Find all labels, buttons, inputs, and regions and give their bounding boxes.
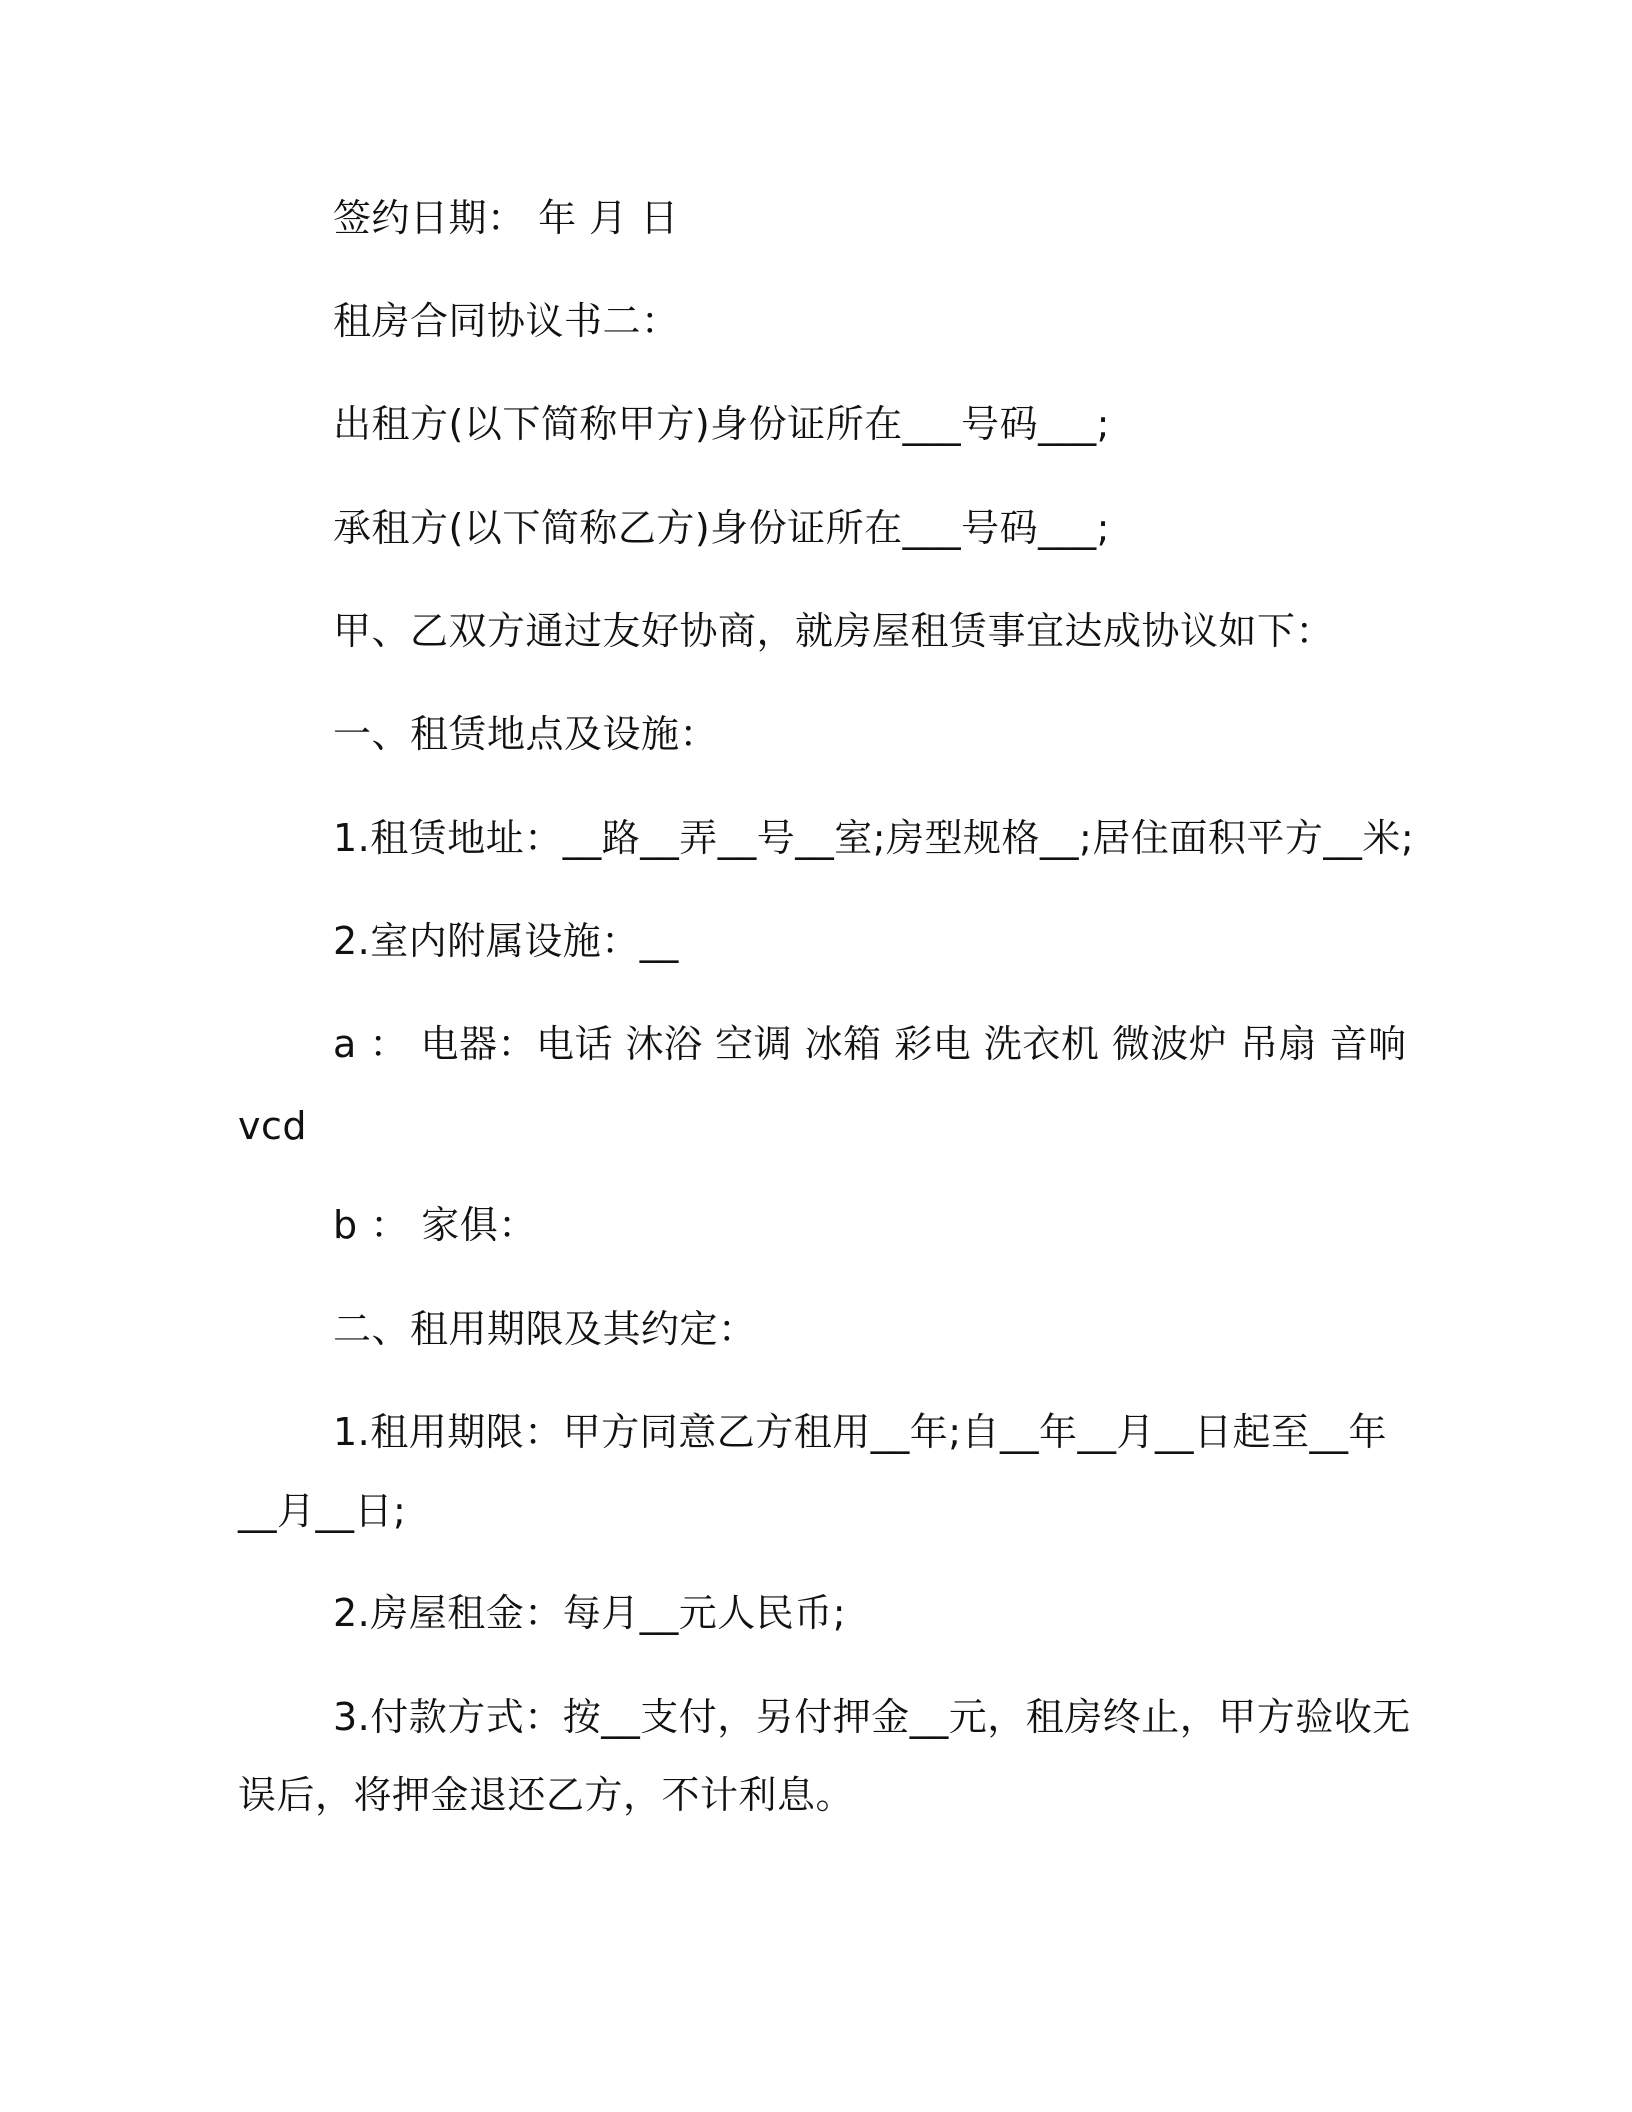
rent-line: 2.房屋租金：每月__元人民币; xyxy=(333,1591,847,1635)
section-one-heading: 一、租赁地点及设施： xyxy=(333,712,719,756)
section-two-heading: 二、租用期限及其约定： xyxy=(333,1307,757,1351)
lease-term-line-continued: __月__日; xyxy=(238,1489,407,1533)
agreement-title-line: 租房合同协议书二： xyxy=(333,299,680,343)
lease-term-line: 1.租用期限：甲方同意乙方租用__年;自__年__月__日起至__年 xyxy=(333,1410,1388,1454)
furniture-line: b ： 家俱： xyxy=(333,1203,537,1247)
rental-address-line: 1.租赁地址：__路__弄__号__室;房型规格__;居住面积平方__米; xyxy=(333,816,1415,860)
lessor-line: 出租方(以下简称甲方)身份证所在___号码___; xyxy=(333,402,1110,446)
appliances-line-continued: vcd xyxy=(238,1104,308,1148)
payment-method-line-continued: 误后，将押金退还乙方，不计利息。 xyxy=(238,1773,855,1817)
payment-method-line: 3.付款方式：按__支付，另付押金__元，租房终止，甲方验收无 xyxy=(333,1695,1411,1739)
lessee-line: 承租方(以下简称乙方)身份证所在___号码___; xyxy=(333,506,1110,550)
signing-date-line: 签约日期： 年 月 日 xyxy=(333,196,679,240)
agreement-intro-line: 甲、乙双方通过友好协商，就房屋租赁事宜达成协议如下： xyxy=(333,609,1335,653)
appliances-line: a ： 电器：电话 沐浴 空调 冰箱 彩电 洗衣机 微波炉 吊扇 音响 xyxy=(333,1022,1407,1066)
facilities-line: 2.室内附属设施：__ xyxy=(333,919,679,963)
